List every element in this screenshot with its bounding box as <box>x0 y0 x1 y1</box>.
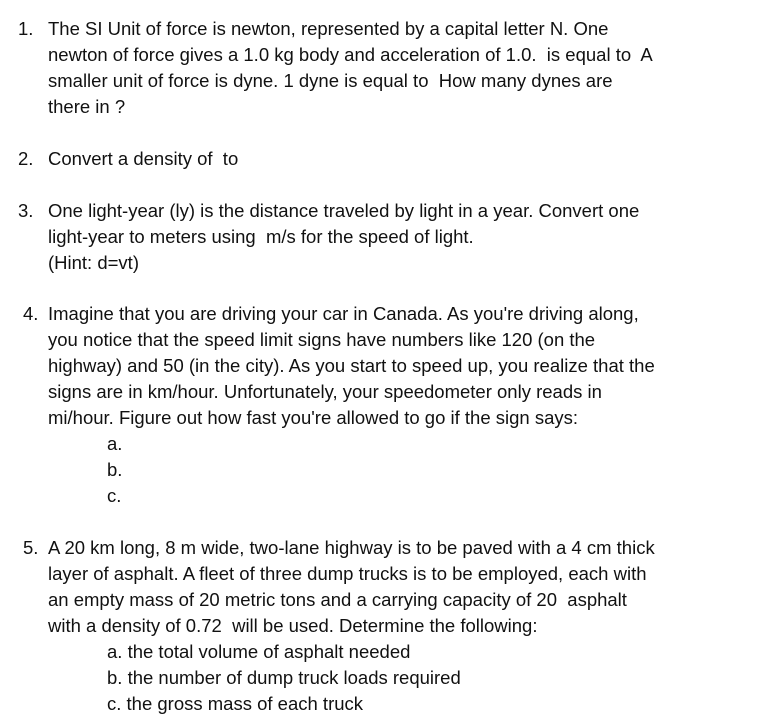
q3-number: 3. <box>18 200 34 221</box>
q3-line-3: (Hint: d=vt) <box>48 252 139 273</box>
q5-subitem-a: a. the total volume of asphalt needed <box>107 641 411 662</box>
q3-line-1: One light-year (ly) is the distance traveled by light in a year. Convert one <box>48 200 640 221</box>
q1-line-3: smaller unit of force is dyne. 1 dyne is equal to How many dynes are <box>48 70 613 91</box>
q5-subitem-b: b. the number of dump truck loads required <box>107 667 461 688</box>
q4-subitem-c: c. <box>107 485 122 506</box>
q4-line-3: highway) and 50 (in the city). As you start to speed up, you realize that the <box>48 355 655 376</box>
q5-line-3: an empty mass of 20 metric tons and a carrying capacity of 20 asphalt <box>48 589 627 610</box>
q5-line-2: layer of asphalt. A fleet of three dump trucks is to be employed, each with <box>48 563 647 584</box>
q1-number: 1. <box>18 18 34 39</box>
q3-line-2: light-year to meters using m/s for the speed of light. <box>48 226 474 247</box>
q4-subitem-a: a. <box>107 433 123 454</box>
q5-subitem-c: c. the gross mass of each truck <box>107 693 364 714</box>
q5-number: 5. <box>23 537 39 558</box>
q4-subitem-b: b. <box>107 459 123 480</box>
q4-line-2: you notice that the speed limit signs have numbers like 120 (on the <box>48 329 596 350</box>
q1-line-4: there in ? <box>48 96 126 117</box>
q2-line-1: Convert a density of to <box>48 148 239 169</box>
q5-line-1: A 20 km long, 8 m wide, two-lane highway is to be paved with a 4 cm thick <box>48 537 655 558</box>
q4-number: 4. <box>23 303 39 324</box>
q4-line-5: mi/hour. Figure out how fast you're allowed to go if the sign says: <box>48 407 579 428</box>
q5-line-4: with a density of 0.72 will be used. Determine the following: <box>48 615 538 636</box>
q1-line-1: The SI Unit of force is newton, represented by a capital letter N. One <box>48 18 609 39</box>
q2-number: 2. <box>18 148 34 169</box>
q4-line-4: signs are in km/hour. Unfortunately, your speedometer only reads in <box>48 381 602 402</box>
q1-line-2: newton of force gives a 1.0 kg body and acceleration of 1.0. is equal to A <box>48 44 653 65</box>
q4-line-1: Imagine that you are driving your car in Canada. As you're driving along, <box>48 303 639 324</box>
